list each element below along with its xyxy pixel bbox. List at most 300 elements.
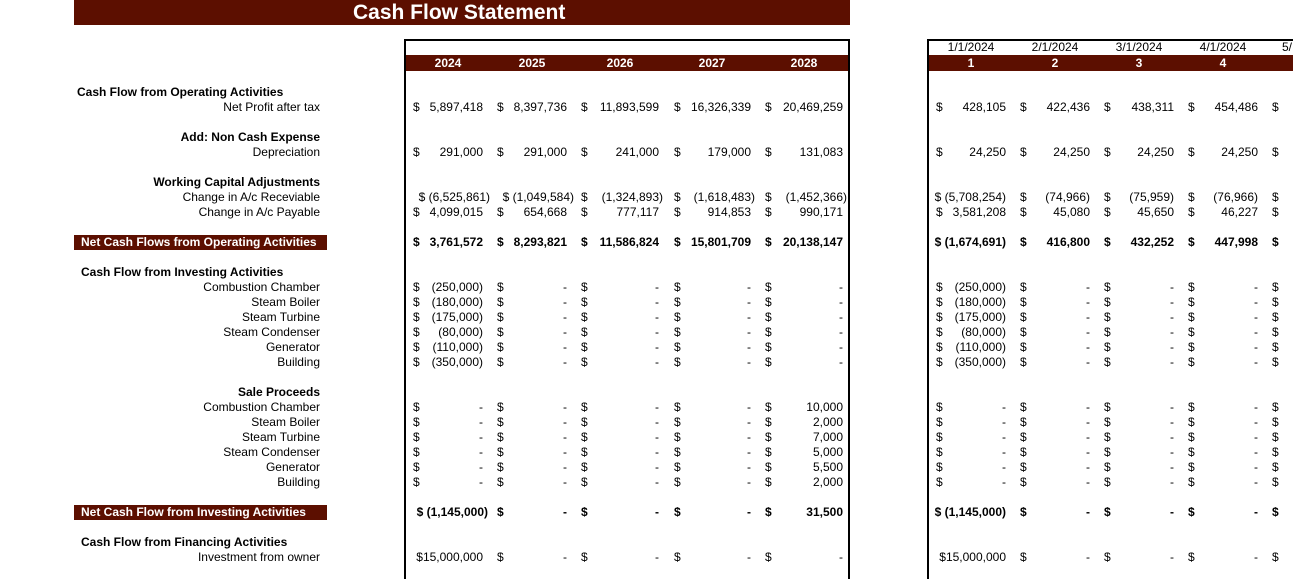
annual-value-cell: - xyxy=(563,295,567,309)
currency-symbol: $ xyxy=(1104,235,1111,249)
currency-symbol: $ xyxy=(413,430,420,444)
annual-value-cell: - xyxy=(479,430,483,444)
currency-symbol: $ xyxy=(674,355,681,369)
currency-symbol: $ xyxy=(674,460,681,474)
currency-symbol: $ xyxy=(674,415,681,429)
monthly-value-cell: 45,650 xyxy=(1137,205,1174,219)
annual-value-cell: - xyxy=(747,475,751,489)
currency-symbol: $ xyxy=(1188,295,1195,309)
non-cash-header: Add: Non Cash Expense xyxy=(180,130,320,144)
annual-value-cell: - xyxy=(747,415,751,429)
currency-symbol: $ xyxy=(581,235,588,249)
currency-symbol: $ xyxy=(1272,325,1279,339)
annual-value-cell: - xyxy=(563,475,567,489)
currency-symbol: $ xyxy=(1188,445,1195,459)
annual-value-cell: - xyxy=(563,445,567,459)
annual-value-cell: 20,469,259 xyxy=(782,100,843,114)
month-date-header: 5/ xyxy=(1282,40,1293,54)
annual-value-cell: 3,761,572 xyxy=(429,235,483,249)
currency-symbol: $ xyxy=(936,415,943,429)
annual-value-cell: 291,000 xyxy=(523,145,567,159)
annual-value-cell: - xyxy=(747,550,751,564)
currency-symbol: $ xyxy=(1020,415,1027,429)
year-header: 2024 xyxy=(434,56,462,70)
currency-symbol: $ xyxy=(497,205,504,219)
row-label-sale-turbine: Steam Turbine xyxy=(241,430,320,444)
annual-value-cell: - xyxy=(563,415,567,429)
month-date-header: 1/1/2024 xyxy=(947,40,995,54)
annual-value-cell: - xyxy=(655,325,659,339)
monthly-value-cell: (76,966) xyxy=(1213,190,1258,204)
currency-symbol: $ xyxy=(674,445,681,459)
currency-symbol: $ xyxy=(413,145,420,159)
currency-symbol: $ xyxy=(413,460,420,474)
annual-value-cell: - xyxy=(747,325,751,339)
annual-value-cell: 4,099,015 xyxy=(429,205,483,219)
monthly-value-cell: - xyxy=(1254,310,1258,324)
currency-symbol: $ xyxy=(936,100,943,114)
currency-symbol: $ xyxy=(674,295,681,309)
currency-symbol: $ xyxy=(1188,280,1195,294)
monthly-value-cell: - xyxy=(1002,430,1006,444)
currency-symbol: $ xyxy=(1272,445,1279,459)
currency-symbol: $ xyxy=(1104,190,1111,204)
currency-symbol: $ xyxy=(581,460,588,474)
annual-value-cell: - xyxy=(839,280,843,294)
currency-symbol: $ xyxy=(1188,475,1195,489)
currency-symbol: $ xyxy=(497,550,504,564)
annual-value-cell: 654,668 xyxy=(523,205,567,219)
currency-symbol: $ xyxy=(1188,325,1195,339)
annual-value-cell: - xyxy=(655,430,659,444)
monthly-value-cell: $15,000,000 xyxy=(939,550,1006,564)
currency-symbol: $ xyxy=(497,355,504,369)
currency-symbol: $ xyxy=(581,400,588,414)
annual-value-cell: 10,000 xyxy=(806,400,843,414)
currency-symbol: $ xyxy=(1272,400,1279,414)
currency-symbol: $ xyxy=(1272,415,1279,429)
monthly-value-cell: - xyxy=(1170,325,1174,339)
row-label-turbine: Steam Turbine xyxy=(241,310,320,324)
monthly-value-cell: 24,250 xyxy=(1053,145,1090,159)
monthly-value-cell: - xyxy=(1254,325,1258,339)
currency-symbol: $ xyxy=(936,310,943,324)
monthly-value-cell: - xyxy=(1086,550,1090,564)
currency-symbol: $ xyxy=(674,325,681,339)
monthly-value-cell: - xyxy=(1170,445,1174,459)
monthly-value-cell: 428,105 xyxy=(962,100,1006,114)
currency-symbol: $ xyxy=(413,280,420,294)
investing-section-header: Cash Flow from Investing Activities xyxy=(81,265,284,279)
annual-value-cell: - xyxy=(655,310,659,324)
annual-value-cell: 11,893,599 xyxy=(599,100,659,114)
annual-value-cell: 5,000 xyxy=(812,445,843,459)
currency-symbol: $ xyxy=(497,235,504,249)
currency-symbol: $ xyxy=(1020,400,1027,414)
monthly-value-cell: 422,436 xyxy=(1046,100,1090,114)
currency-symbol: $ xyxy=(674,205,681,219)
annual-value-cell: (175,000) xyxy=(431,310,483,324)
currency-symbol: $ xyxy=(765,295,772,309)
annual-value-cell: 8,293,821 xyxy=(513,235,567,249)
currency-symbol: $ xyxy=(413,415,420,429)
annual-value-cell: - xyxy=(747,400,751,414)
annual-value-cell: - xyxy=(655,445,659,459)
annual-value-cell: - xyxy=(655,355,659,369)
annual-value-cell: $ (6,525,861) xyxy=(418,190,490,204)
currency-symbol: $ xyxy=(936,325,943,339)
currency-symbol: $ xyxy=(1104,445,1111,459)
annual-value-cell: - xyxy=(747,505,751,519)
row-label-change-payable: Change in A/c Payable xyxy=(198,205,320,219)
monthly-value-cell: - xyxy=(1086,325,1090,339)
monthly-value-cell: 447,998 xyxy=(1214,235,1258,249)
currency-symbol: $ xyxy=(1020,445,1027,459)
currency-symbol: $ xyxy=(497,145,504,159)
currency-symbol: $ xyxy=(1104,295,1111,309)
monthly-value-cell: - xyxy=(1170,460,1174,474)
annual-value-cell: - xyxy=(747,340,751,354)
currency-symbol: $ xyxy=(1020,280,1027,294)
annual-value-cell: 241,000 xyxy=(615,145,659,159)
currency-symbol: $ xyxy=(1188,550,1195,564)
currency-symbol: $ xyxy=(674,310,681,324)
currency-symbol: $ xyxy=(1272,295,1279,309)
currency-symbol: $ xyxy=(765,445,772,459)
row-label-sale-boiler: Steam Boiler xyxy=(251,415,320,429)
monthly-value-cell: - xyxy=(1170,400,1174,414)
monthly-value-cell: 3,581,208 xyxy=(952,205,1006,219)
annual-value-cell: - xyxy=(563,325,567,339)
currency-symbol: $ xyxy=(1104,205,1111,219)
monthly-value-cell: - xyxy=(1254,475,1258,489)
currency-symbol: $ xyxy=(1020,475,1027,489)
annual-value-cell: - xyxy=(479,475,483,489)
currency-symbol: $ xyxy=(497,430,504,444)
currency-symbol: $ xyxy=(765,100,772,114)
currency-symbol: $ xyxy=(1020,100,1027,114)
currency-symbol: $ xyxy=(1104,355,1111,369)
currency-symbol: $ xyxy=(1020,205,1027,219)
currency-symbol: $ xyxy=(765,550,772,564)
currency-symbol: $ xyxy=(1188,235,1195,249)
annual-value-cell: (1,324,893) xyxy=(601,190,663,204)
annual-value-cell: - xyxy=(655,280,659,294)
currency-symbol: $ xyxy=(413,205,420,219)
currency-symbol: $ xyxy=(1020,355,1027,369)
currency-symbol: $ xyxy=(581,505,588,519)
currency-symbol: $ xyxy=(765,145,772,159)
annual-value-cell: - xyxy=(839,355,843,369)
operating-section-header: Cash Flow from Operating Activities xyxy=(77,85,284,99)
currency-symbol: $ xyxy=(1272,430,1279,444)
working-capital-header: Working Capital Adjustments xyxy=(153,175,320,189)
monthly-value-cell: - xyxy=(1086,475,1090,489)
annual-value-cell: (350,000) xyxy=(431,355,483,369)
monthly-value-cell: - xyxy=(1170,415,1174,429)
annual-value-cell: 990,171 xyxy=(799,205,843,219)
currency-symbol: $ xyxy=(497,460,504,474)
month-date-header: 3/1/2024 xyxy=(1115,40,1163,54)
annual-value-cell: 2,000 xyxy=(812,415,843,429)
row-label-sale-building: Building xyxy=(277,475,320,489)
currency-symbol: $ xyxy=(674,340,681,354)
currency-symbol: $ xyxy=(1104,310,1111,324)
currency-symbol: $ xyxy=(1188,190,1195,204)
currency-symbol: $ xyxy=(1104,550,1111,564)
monthly-value-cell: 416,800 xyxy=(1046,235,1090,249)
annual-value-cell: (1,452,366) xyxy=(785,190,847,204)
row-label-sale-combustion: Combustion Chamber xyxy=(203,400,320,414)
monthly-value-cell: - xyxy=(1086,445,1090,459)
monthly-value-cell: - xyxy=(1002,445,1006,459)
currency-symbol: $ xyxy=(765,415,772,429)
currency-symbol: $ xyxy=(1104,325,1111,339)
currency-symbol: $ xyxy=(936,430,943,444)
currency-symbol: $ xyxy=(936,460,943,474)
row-label-sale-condenser: Steam Condenser xyxy=(223,445,320,459)
monthly-value-cell: - xyxy=(1170,280,1174,294)
monthly-value-cell: - xyxy=(1002,415,1006,429)
annual-value-cell: - xyxy=(479,400,483,414)
month-number-header: 3 xyxy=(1135,56,1143,70)
monthly-value-cell: 432,252 xyxy=(1130,235,1174,249)
annual-value-cell: (80,000) xyxy=(438,325,483,339)
currency-symbol: $ xyxy=(1020,550,1027,564)
statement-title-bar xyxy=(74,0,850,25)
row-label-building: Building xyxy=(277,355,320,369)
monthly-value-cell: - xyxy=(1170,430,1174,444)
annual-value-cell: (250,000) xyxy=(431,280,483,294)
currency-symbol: $ xyxy=(936,475,943,489)
monthly-value-cell: - xyxy=(1254,340,1258,354)
monthly-value-cell: - xyxy=(1086,415,1090,429)
currency-symbol: $ xyxy=(1272,505,1279,519)
monthly-value-cell: (75,959) xyxy=(1129,190,1174,204)
annual-value-cell: 2,000 xyxy=(812,475,843,489)
currency-symbol: $ xyxy=(1272,190,1279,204)
annual-value-cell: - xyxy=(479,415,483,429)
currency-symbol: $ xyxy=(674,505,681,519)
monthly-value-cell: - xyxy=(1170,355,1174,369)
currency-symbol: $ xyxy=(674,145,681,159)
currency-symbol: $ xyxy=(413,310,420,324)
sale-proceeds-header: Sale Proceeds xyxy=(237,385,320,399)
monthly-value-cell: 45,080 xyxy=(1053,205,1090,219)
monthly-value-cell: - xyxy=(1086,460,1090,474)
currency-symbol: $ xyxy=(1188,100,1195,114)
currency-symbol: $ xyxy=(765,310,772,324)
annual-value-cell: - xyxy=(655,505,659,519)
currency-symbol: $ xyxy=(581,550,588,564)
monthly-value-cell: 438,311 xyxy=(1131,100,1174,114)
month-number-header: 2 xyxy=(1051,56,1059,70)
currency-symbol: $ xyxy=(581,475,588,489)
currency-symbol: $ xyxy=(413,100,420,114)
annual-value-cell: - xyxy=(563,400,567,414)
monthly-value-cell: - xyxy=(1254,400,1258,414)
currency-symbol: $ xyxy=(413,445,420,459)
annual-value-cell: - xyxy=(563,550,567,564)
annual-value-cell: - xyxy=(479,445,483,459)
monthly-value-cell: - xyxy=(1002,475,1006,489)
currency-symbol: $ xyxy=(413,400,420,414)
currency-symbol: $ xyxy=(1104,400,1111,414)
currency-symbol: $ xyxy=(1104,340,1111,354)
monthly-value-cell: - xyxy=(1254,280,1258,294)
currency-symbol: $ xyxy=(674,475,681,489)
year-header: 2025 xyxy=(518,56,546,70)
monthly-value-cell: $ (1,674,691) xyxy=(934,235,1006,249)
annual-value-cell: - xyxy=(563,310,567,324)
currency-symbol: $ xyxy=(936,340,943,354)
currency-symbol: $ xyxy=(581,145,588,159)
statement-title: Cash Flow Statement xyxy=(353,1,566,24)
currency-symbol: $ xyxy=(1272,550,1279,564)
currency-symbol: $ xyxy=(936,355,943,369)
currency-symbol: $ xyxy=(581,295,588,309)
currency-symbol: $ xyxy=(1272,340,1279,354)
currency-symbol: $ xyxy=(581,415,588,429)
currency-symbol: $ xyxy=(413,235,420,249)
annual-value-cell: - xyxy=(747,445,751,459)
currency-symbol: $ xyxy=(1104,475,1111,489)
month-date-header: 2/1/2024 xyxy=(1031,40,1079,54)
monthly-value-cell: - xyxy=(1086,400,1090,414)
currency-symbol: $ xyxy=(1272,310,1279,324)
annual-value-cell: - xyxy=(747,430,751,444)
annual-value-cell: - xyxy=(839,340,843,354)
annual-value-cell: - xyxy=(839,325,843,339)
currency-symbol: $ xyxy=(581,205,588,219)
annual-value-cell: - xyxy=(747,460,751,474)
net-operating-label: Net Cash Flows from Operating Activities xyxy=(74,235,327,250)
row-label-generator: Generator xyxy=(265,340,320,354)
currency-symbol: $ xyxy=(765,460,772,474)
currency-symbol: $ xyxy=(1188,145,1195,159)
currency-symbol: $ xyxy=(765,280,772,294)
row-label-change-receivable: Change in A/c Receviable xyxy=(182,190,320,204)
annual-value-cell: - xyxy=(747,310,751,324)
monthly-value-cell: (250,000) xyxy=(954,280,1006,294)
currency-symbol: $ xyxy=(497,295,504,309)
row-label-condenser: Steam Condenser xyxy=(223,325,320,339)
currency-symbol: $ xyxy=(581,430,588,444)
currency-symbol: $ xyxy=(413,325,420,339)
monthly-value-cell: - xyxy=(1086,505,1090,519)
currency-symbol: $ xyxy=(1104,415,1111,429)
annual-value-cell: - xyxy=(655,340,659,354)
monthly-value-cell: $ (1,145,000) xyxy=(934,505,1006,519)
currency-symbol: $ xyxy=(1104,145,1111,159)
year-header: 2028 xyxy=(790,56,818,70)
annual-value-cell: (110,000) xyxy=(432,340,483,354)
currency-symbol: $ xyxy=(936,400,943,414)
month-date-header: 4/1/2024 xyxy=(1199,40,1247,54)
monthly-value-cell: (175,000) xyxy=(954,310,1006,324)
annual-value-cell: - xyxy=(563,430,567,444)
monthly-value-cell: - xyxy=(1170,550,1174,564)
currency-symbol: $ xyxy=(1272,475,1279,489)
currency-symbol: $ xyxy=(581,325,588,339)
monthly-value-cell: - xyxy=(1254,505,1258,519)
monthly-value-cell: - xyxy=(1254,355,1258,369)
currency-symbol: $ xyxy=(497,415,504,429)
currency-symbol: $ xyxy=(1188,415,1195,429)
annual-value-cell: 5,897,418 xyxy=(429,100,483,114)
currency-symbol: $ xyxy=(1020,235,1027,249)
monthly-value-cell: - xyxy=(1086,340,1090,354)
annual-value-cell: - xyxy=(655,460,659,474)
currency-symbol: $ xyxy=(765,505,772,519)
currency-symbol: $ xyxy=(581,190,588,204)
annual-value-cell: - xyxy=(563,355,567,369)
monthly-value-cell: $ (5,708,254) xyxy=(934,190,1006,204)
currency-symbol: $ xyxy=(1020,325,1027,339)
currency-symbol: $ xyxy=(1188,430,1195,444)
monthly-value-cell: - xyxy=(1002,460,1006,474)
currency-symbol: $ xyxy=(413,475,420,489)
annual-value-cell: - xyxy=(563,340,567,354)
currency-symbol: $ xyxy=(1020,430,1027,444)
currency-symbol: $ xyxy=(497,445,504,459)
monthly-value-cell: (80,000) xyxy=(961,325,1006,339)
annual-value-cell: (180,000) xyxy=(431,295,483,309)
currency-symbol: $ xyxy=(1188,460,1195,474)
currency-symbol: $ xyxy=(497,505,504,519)
monthly-value-cell: - xyxy=(1170,295,1174,309)
annual-value-cell: (1,618,483) xyxy=(693,190,755,204)
currency-symbol: $ xyxy=(1020,505,1027,519)
currency-symbol: $ xyxy=(1272,280,1279,294)
currency-symbol: $ xyxy=(413,355,420,369)
annual-value-cell: - xyxy=(479,460,483,474)
monthly-value-cell: - xyxy=(1002,400,1006,414)
row-label-combustion: Combustion Chamber xyxy=(203,280,320,294)
month-number-header: 1 xyxy=(967,56,975,70)
currency-symbol: $ xyxy=(1188,505,1195,519)
annual-value-cell: 131,083 xyxy=(799,145,843,159)
row-label-sale-generator: Generator xyxy=(265,460,320,474)
currency-symbol: $ xyxy=(1272,355,1279,369)
monthly-value-cell: - xyxy=(1254,430,1258,444)
currency-symbol: $ xyxy=(936,205,943,219)
currency-symbol: $ xyxy=(765,355,772,369)
currency-symbol: $ xyxy=(765,340,772,354)
currency-symbol: $ xyxy=(1188,310,1195,324)
currency-symbol: $ xyxy=(765,430,772,444)
currency-symbol: $ xyxy=(1020,310,1027,324)
currency-symbol: $ xyxy=(413,340,420,354)
currency-symbol: $ xyxy=(674,100,681,114)
month-number-header: 4 xyxy=(1219,56,1227,70)
currency-symbol: $ xyxy=(581,445,588,459)
currency-symbol: $ xyxy=(581,340,588,354)
annual-value-cell: - xyxy=(747,295,751,309)
monthly-value-cell: - xyxy=(1254,550,1258,564)
currency-symbol: $ xyxy=(765,235,772,249)
currency-symbol: $ xyxy=(936,295,943,309)
currency-symbol: $ xyxy=(1272,100,1279,114)
annual-value-cell: 914,853 xyxy=(707,205,751,219)
currency-symbol: $ xyxy=(497,340,504,354)
currency-symbol: $ xyxy=(497,310,504,324)
currency-symbol: $ xyxy=(936,445,943,459)
annual-value-cell: - xyxy=(747,280,751,294)
monthly-value-cell: 24,250 xyxy=(1137,145,1174,159)
currency-symbol: $ xyxy=(1020,460,1027,474)
currency-symbol: $ xyxy=(1188,205,1195,219)
